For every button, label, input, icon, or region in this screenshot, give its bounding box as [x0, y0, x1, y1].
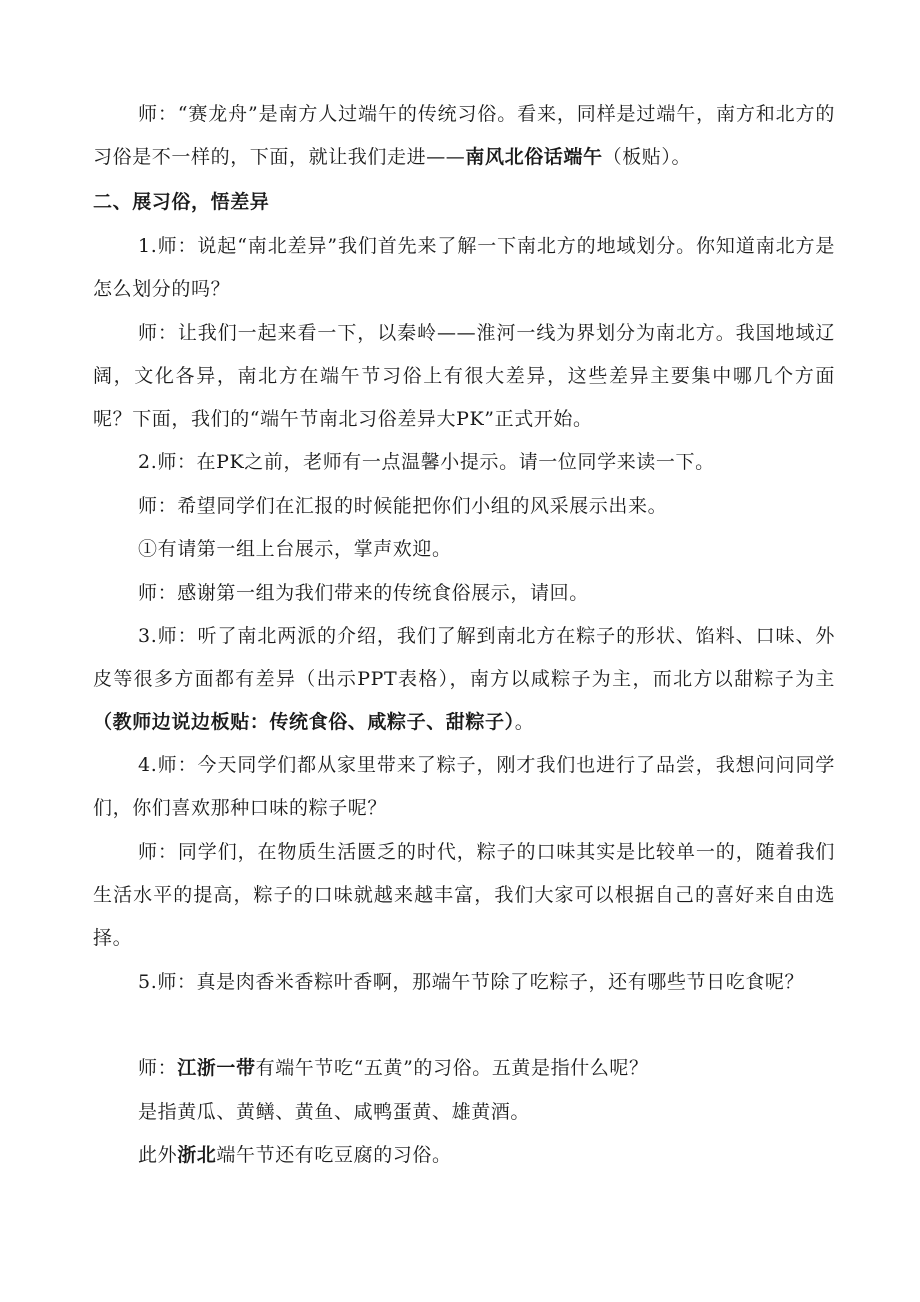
text-run: 4.师：今天同学们都从家里带来了粽子，刚才我们也进行了品尝，我想问问同学们，你们喜欢那种口味的粽子呢？ — [93, 754, 835, 819]
text-run: 1.师：说起“南北差异”我们首先来了解一下南北方的地域划分。你知道南北方是怎么划分的吗？ — [93, 235, 835, 300]
paragraph-tofu — [93, 1134, 835, 1177]
bold-title-run: 南风北俗话端午 — [465, 146, 603, 168]
paragraph-wuhuang-list — [93, 1091, 835, 1134]
text-run: 是指黄瓜、黄鳝、黄鱼、咸鸭蛋黄、雄黄酒。 — [138, 1101, 531, 1123]
text-run: 端午节还有吃豆腐的习俗。 — [216, 1144, 452, 1166]
paragraph-thanks — [93, 572, 835, 615]
text-run: 2.师：在PK之前，老师有一点温馨小提示。请一位同学来读一下。 — [138, 451, 715, 473]
text-run: 师：“赛龙舟”是南方人过端午的传统习俗。看来，同样是过端午，南方和北方的习俗是不一样的，下面，就让我们走进—— — [93, 103, 835, 168]
text-run: 3.师：听了南北两派的介绍，我们了解到南北方在粽子的形状、馅料、口味、外皮等很多方面都有差异（出示PPT表格），南方以咸粽子为主，而北方以甜粽子为主 — [93, 625, 835, 690]
paragraph-hope — [93, 485, 835, 528]
paragraph-flavor — [93, 831, 835, 960]
paragraph-1 — [93, 225, 835, 311]
text-run: 师：感谢第一组为我们带来的传统食俗展示，请回。 — [138, 582, 589, 604]
bold-region: 浙北 — [177, 1144, 217, 1166]
paragraph-group1 — [93, 528, 835, 571]
text-run: 5.师：真是肉香米香粽叶香啊，那端午节除了吃粽子，还有哪些节日吃食呢？ — [138, 971, 805, 993]
text-run: 师：让我们一起来看一下，以秦岭——淮河一线为界划分为南北方。我国地域辽阔，文化各异，南北方在端午节习俗上有很大差异，这些差异主要集中哪几个方面呢？下面，我们的“端午节南北习俗差异大PK”正式开始。 — [93, 322, 835, 430]
section-heading — [93, 181, 835, 224]
paragraph-3 — [93, 615, 835, 744]
text-run: 有端午节吃“五黄”的习俗。五黄是指什么呢？ — [255, 1057, 649, 1079]
bold-board-note: （教师边说边板贴：传统食俗、咸粽子、甜粽子） — [93, 711, 515, 733]
paragraph-2 — [93, 441, 835, 484]
text-run: 。 — [514, 711, 535, 733]
heading-text: 二、展习俗，悟差异 — [93, 191, 270, 213]
paragraph-qinling — [93, 312, 835, 441]
text-run: （板贴）。 — [602, 146, 692, 168]
text-run: ①有请第一组上台展示，掌声欢迎。 — [138, 538, 452, 560]
bold-region: 江浙一带 — [177, 1057, 256, 1079]
paragraph-dragon-boat — [93, 93, 835, 179]
paragraph-5 — [93, 961, 835, 1004]
text-run: 师： — [138, 1057, 178, 1079]
text-run: 师：希望同学们在汇报的时候能把你们小组的风采展示出来。 — [138, 495, 668, 517]
text-run: 此外 — [138, 1144, 178, 1166]
paragraph-4 — [93, 744, 835, 830]
paragraph-wuhuang — [93, 1047, 835, 1090]
text-run: 师：同学们，在物质生活匮乏的时代，粽子的口味其实是比较单一的，随着我们生活水平的提高，粽子的口味就越来越丰富，我们大家可以根据自己的喜好来自由选择。 — [93, 841, 835, 949]
